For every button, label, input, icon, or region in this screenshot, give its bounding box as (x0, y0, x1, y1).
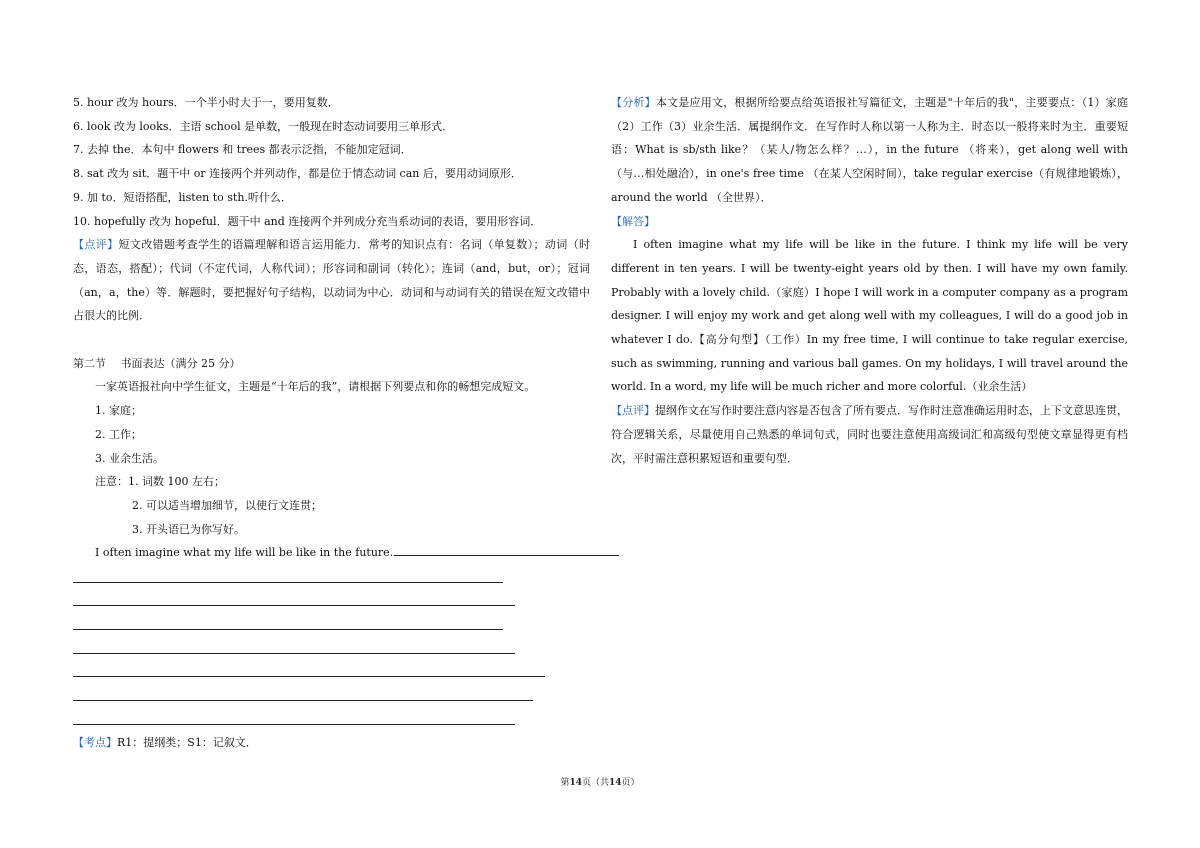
correction-item-8: 8. sat 改为 sit．题干中 or 连接两个并列动作，都是位于情态动词 can 后，要用动词原形． (73, 167, 522, 181)
footer-prefix: 第 (560, 778, 570, 788)
kaodian-tag: 【考点】 (73, 735, 117, 749)
page-number: 14 (569, 778, 582, 788)
right-column (611, 91, 1128, 470)
kaodian-text: R1：提纲类；S1：记叙文． (117, 735, 257, 749)
comment-paragraph (73, 233, 590, 328)
writing-prompt: 一家英语报社向中学生征文，主题是“十年后的我”，请根据下列要点和你的畅想完成短文。 (95, 380, 536, 394)
left-column (73, 91, 590, 755)
correction-item-9: 9. 加 to．短语搭配，listen to sth.听什么． (73, 190, 292, 204)
answer-line[interactable] (73, 707, 590, 731)
comment-tag: 【点评】 (73, 238, 119, 252)
answer-line[interactable] (73, 636, 590, 660)
note-2: 2. 可以适当增加细节，以使行文连贯； (132, 498, 322, 512)
answer-heading (611, 210, 1128, 234)
correction-item-5: 5. hour 改为 hours．一个半小时大于一，要用复数． (73, 96, 339, 109)
analysis-paragraph (611, 91, 1128, 210)
page-total: 14 (609, 778, 622, 788)
essay-opening-line (73, 541, 590, 565)
section-title: 第二节 书面表达（满分 25 分） (73, 356, 241, 370)
comment-text: 短文改错题考查学生的语篇理解和语言运用能力．常考的知识点有：名词（单复数）；动词（时态，语态，搭配）；代词（不定代词，人称代词）；形容词和副词（转化）；连词（and，but，or）；冠词（an，a，the）等．解题时，要把握好句子结构，以动词为中心．动词和与动词有关的错误在短文改错中占很大的比例． (73, 238, 590, 323)
footer-middle: 页（共 (581, 778, 609, 788)
correction-item-10: 10. hopefully 改为 hopeful．题干中 and 连接两个并列成分充当系动词的表语，要用形容词． (73, 214, 542, 228)
point-family: 1. 家庭； (95, 404, 142, 418)
correction-item-6: 6. look 改为 looks．主语 school 是单数，一般现在时态动词要用三单形式． (73, 119, 454, 133)
point-leisure: 3. 业余生活。 (95, 451, 164, 465)
answer-line[interactable] (73, 683, 590, 707)
answer-blank[interactable] (394, 545, 619, 556)
right-comment-paragraph (611, 399, 1128, 470)
answer-line[interactable] (73, 660, 590, 684)
footer-suffix: 页） (621, 778, 640, 788)
right-comment-tag: 【点评】 (611, 404, 655, 418)
essay-opening: I often imagine what my life will be like in the future. (95, 546, 394, 560)
page-footer (0, 772, 1200, 796)
note-3: 3. 开头语已为你写好。 (132, 522, 245, 536)
kaodian-line (73, 731, 590, 755)
answer-tag: 【解答】 (611, 214, 655, 228)
answer-line[interactable] (73, 589, 590, 613)
analysis-text: 本文是应用文，根据所给要点给英语报社写篇征文，主题是"十年后的我"，主要要点：（1）家庭（2）工作（3）业余生活．属提纲作文．在写作时人称以第一人称为主．时态以一般将来时为主．重要短语：What is sb/sth like？（某人/物怎么样？…），in the future （将来），get along well with（与…相处融洽），in one's free time （在某人空闲时间），take regular exercise（有规律地锻炼），around the world （全世界）． (611, 96, 1128, 204)
analysis-tag: 【分析】 (611, 96, 656, 109)
model-essay: I often imagine what my life will be like in the future. I think my life will be very different in ten years. I will be twenty-eight years old by then. I will have my own family. Probably with a lovely child.（家庭）I hope I will work in a computer company as a program designer. I will enjoy my work and get along well with my colleagues, I will do a good job in whatever I do.【高分句型】（工作）In my free time, I will continue to take regular exercise, such as swimming, running and various ball games. On my holidays, I will travel around the world. In a word, my life will be much richer and more colorful.（业余生活） (611, 238, 1128, 394)
note-label: 注意：1. 词数 100 左右； (95, 475, 225, 489)
right-comment-text: 提纲作文在写作时要注意内容是否包含了所有要点．写作时注意准确运用时态，上下文意思连贯，符合逻辑关系，尽量使用自己熟悉的单词句式，同时也要注意使用高级词汇和高级句型使文章显得更有档次，平时需注意积累短语和重要句型． (611, 404, 1128, 465)
correction-item-7: 7. 去掉 the．本句中 flowers 和 trees 都表示泛指，不能加定冠词． (73, 143, 412, 157)
answer-line[interactable] (73, 565, 590, 589)
point-work: 2. 工作； (95, 427, 142, 441)
answer-line[interactable] (73, 612, 590, 636)
